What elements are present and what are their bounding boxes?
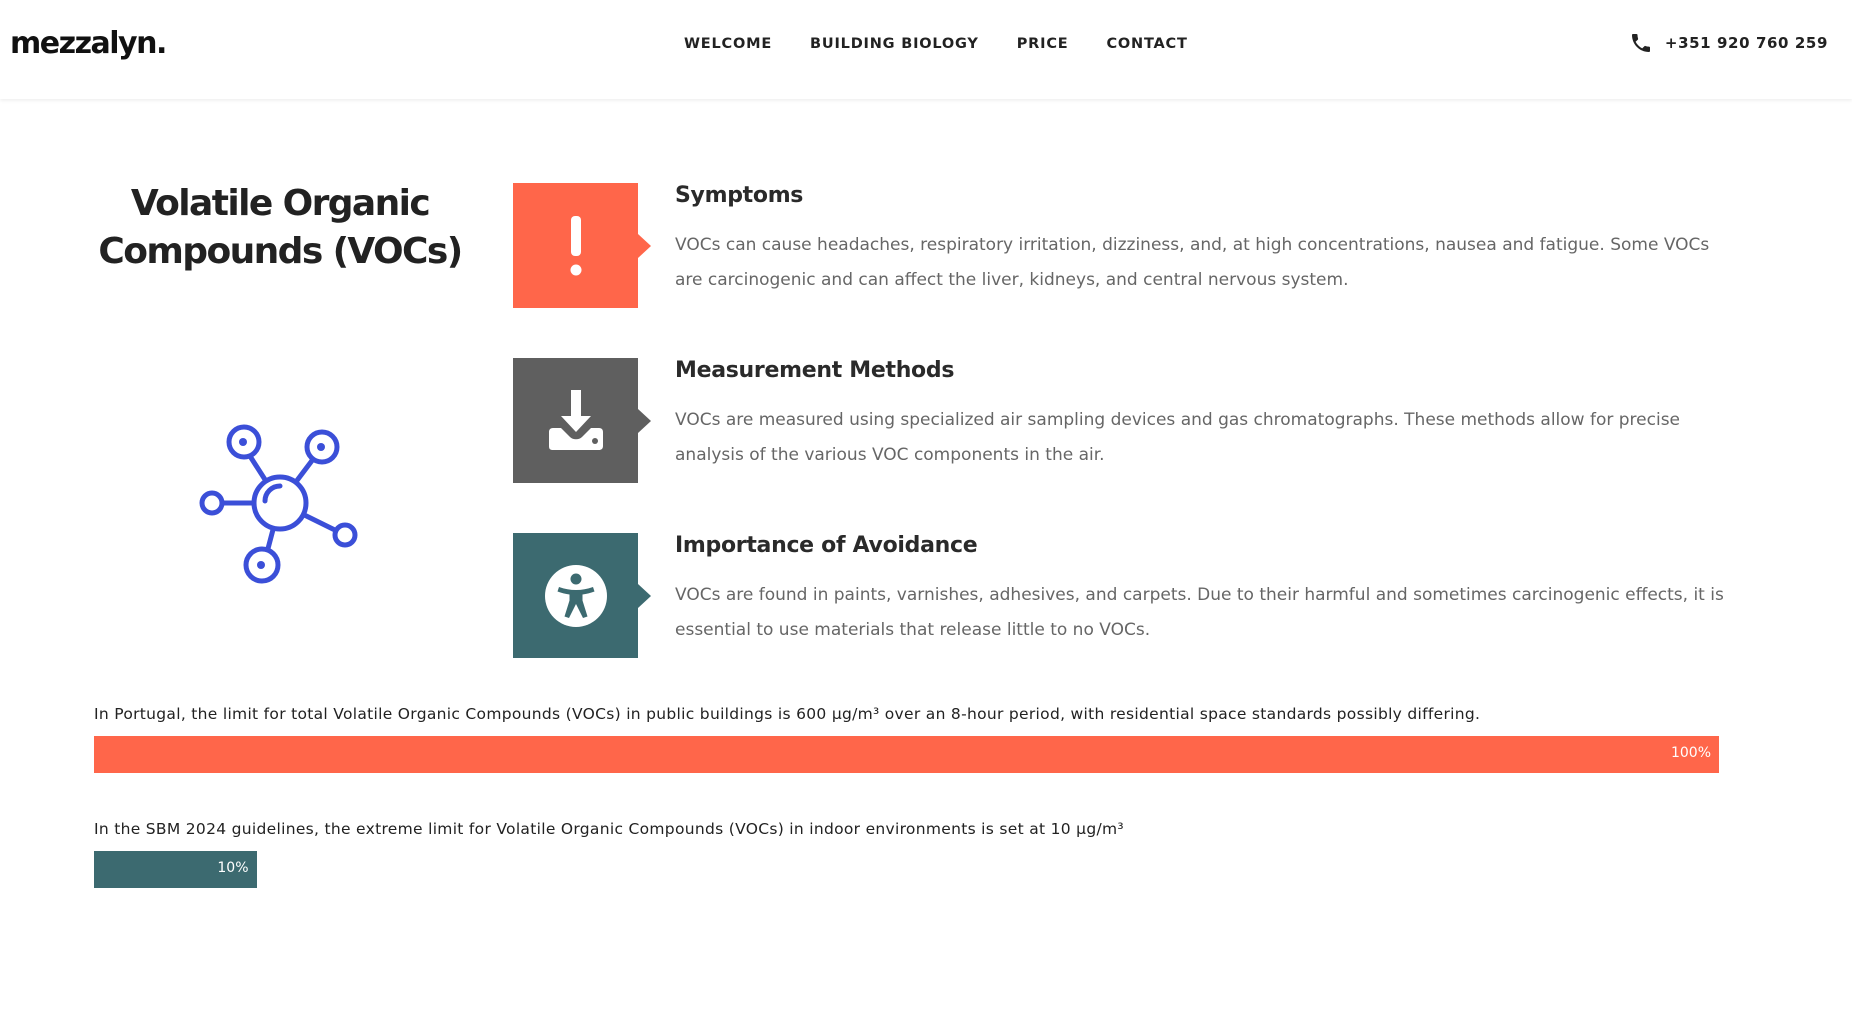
section-title (80, 180, 480, 276)
section-title-line1: Volatile Organic (130, 183, 430, 224)
bar-label-portugal: In Portugal, the limit for total Volatile Organic Compounds (VOCs) in public buildings is 600 µg/m³ over an 8-hour period, with residential space standards possibly differing. (94, 705, 1481, 723)
progress-value: 10% (217, 860, 249, 876)
feature-importance-of-avoidance (513, 533, 1733, 659)
nav-contact[interactable]: CONTACT (1106, 36, 1188, 52)
progress-bar-portugal (94, 736, 1719, 773)
progress-fill (94, 851, 257, 888)
feature-title: Symptoms (675, 183, 804, 208)
phone-contact[interactable] (1629, 31, 1828, 55)
progress-bar-sbm (94, 851, 1719, 888)
feature-measurement-methods (513, 358, 1733, 484)
feature-title: Importance of Avoidance (675, 533, 978, 558)
site-header (0, 0, 1852, 99)
section-title-line2: Compounds (VOCs) (98, 231, 462, 272)
bar-label-sbm: In the SBM 2024 guidelines, the extreme limit for Volatile Organic Compounds (VOCs) in indoor environments is set at 10 µg/m³ (94, 820, 1124, 838)
progress-fill (94, 736, 1719, 773)
feature-text: VOCs can cause headaches, respiratory irritation, dizziness, and, at high concentrations, nausea and fatigue. Some VOCs are carcinogenic and can affect the liver, kidneys, and central nervous system. (675, 235, 1710, 290)
nav-welcome[interactable]: WELCOME (684, 36, 773, 52)
accessibility-icon (544, 564, 608, 628)
feature-title: Measurement Methods (675, 358, 955, 383)
phone-icon (1629, 31, 1653, 55)
download-icon (543, 388, 609, 454)
exclamation-icon (566, 216, 586, 276)
feature-icon-box (513, 183, 638, 308)
phone-number: +351 920 760 259 (1664, 34, 1828, 52)
nav-building-biology[interactable]: BUILDING BIOLOGY (810, 36, 979, 52)
feature-icon-box (513, 358, 638, 483)
nav-price[interactable]: PRICE (1016, 36, 1069, 52)
feature-arrow (638, 584, 651, 608)
feature-text: VOCs are measured using specialized air sampling devices and gas chromatographs. These methods allow for precise analysis of the various VOC components in the air. (675, 410, 1681, 465)
feature-symptoms (513, 183, 1733, 309)
site-logo[interactable]: mezzalyn. (10, 26, 166, 61)
feature-arrow (638, 409, 651, 433)
feature-text: VOCs are found in paints, varnishes, adhesives, and carpets. Due to their harmful and sometimes carcinogenic effects, it is essential to use materials that release little to no VOCs. (675, 585, 1724, 640)
feature-icon-box (513, 533, 638, 658)
progress-value: 100% (1670, 745, 1711, 761)
main-nav (684, 36, 1188, 52)
feature-arrow (638, 234, 651, 258)
molecule-icon (195, 415, 365, 595)
